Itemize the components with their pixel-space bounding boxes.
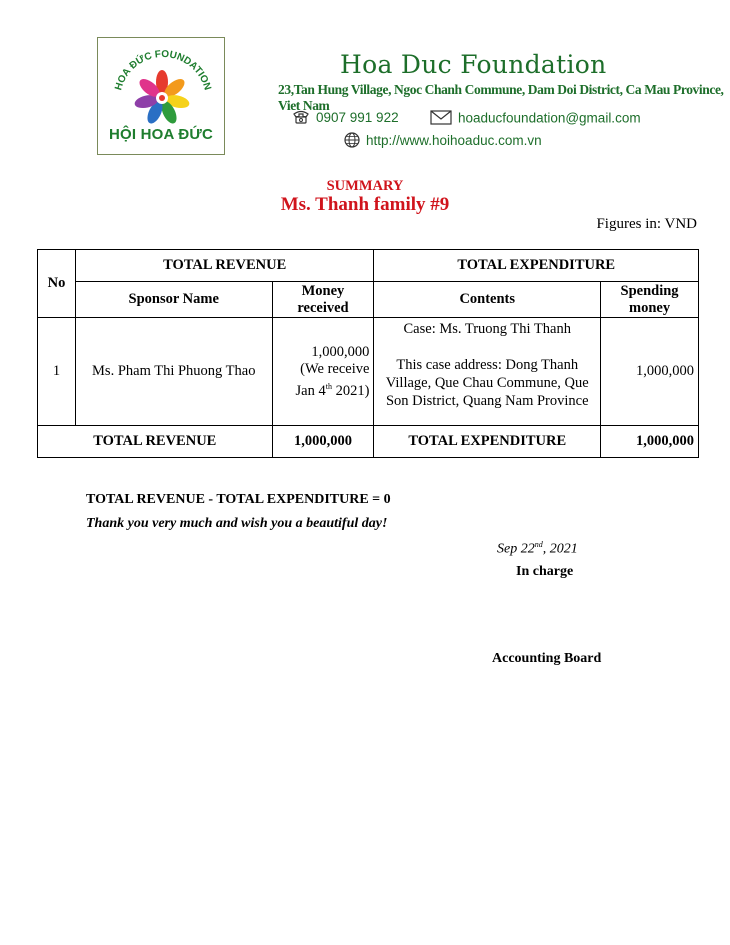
case-name: Case: Ms. Truong Thi Thanh bbox=[403, 321, 571, 337]
spending-money-value: 1,000,000 bbox=[601, 318, 699, 426]
signatory-name: Accounting Board bbox=[492, 651, 602, 666]
signature-date bbox=[497, 540, 578, 558]
date-year: , 2021 bbox=[542, 541, 578, 557]
summary-table bbox=[37, 249, 699, 458]
table-subheader-row bbox=[38, 282, 699, 318]
phone-row bbox=[292, 110, 399, 127]
phone-number: 0907 991 922 bbox=[316, 110, 399, 126]
telephone-icon bbox=[292, 110, 310, 127]
table-row bbox=[38, 318, 699, 426]
total-revenue-value: 1,000,000 bbox=[272, 426, 374, 458]
header-total-revenue: TOTAL REVENUE bbox=[75, 250, 373, 282]
globe-icon bbox=[344, 132, 360, 151]
total-expenditure-label: TOTAL EXPENDITURE bbox=[374, 426, 601, 458]
logo-bottom-text: HỘI HOA ĐỨC bbox=[108, 126, 214, 143]
date-prefix: Sep 22 bbox=[497, 541, 535, 557]
contents-cell bbox=[374, 318, 601, 426]
sponsor-name: Ms. Pham Thi Phuong Thao bbox=[75, 318, 272, 426]
money-received-cell bbox=[272, 318, 374, 426]
foundation-logo bbox=[97, 37, 225, 155]
total-expenditure-value: 1,000,000 bbox=[601, 426, 699, 458]
money-received-note-2 bbox=[277, 378, 370, 400]
date-suffix-sup: nd bbox=[534, 540, 543, 549]
total-revenue-label: TOTAL REVENUE bbox=[38, 426, 273, 458]
header-money-received: Money received bbox=[272, 282, 374, 318]
organization-name: Hoa Duc Foundation bbox=[340, 50, 607, 79]
envelope-icon bbox=[430, 110, 452, 128]
logo-arc-text: HOA ĐỨC FOUNDATION bbox=[113, 48, 213, 92]
table-total-row bbox=[38, 426, 699, 458]
receive-date-suffix-sup: th bbox=[325, 381, 332, 391]
case-address: This case address: Dong Thanh Village, Que Chau Commune, Que Son District, Quang Nam Province bbox=[385, 357, 589, 409]
thank-you-note: Thank you very much and wish you a beautiful day! bbox=[86, 516, 388, 531]
header-total-expenditure: TOTAL EXPENDITURE bbox=[374, 250, 699, 282]
summary-title: Ms. Thanh family #9 bbox=[280, 194, 450, 215]
summary-label: SUMMARY bbox=[326, 178, 404, 194]
money-received-amount: 1,000,000 bbox=[311, 343, 370, 360]
website-link[interactable]: http://www.hoihoaduc.com.vn bbox=[366, 133, 542, 149]
email-address[interactable]: hoaducfoundation@gmail.com bbox=[458, 110, 641, 126]
figures-unit: Figures in: VND bbox=[596, 216, 697, 232]
revenue-expenditure-difference: TOTAL REVENUE - TOTAL EXPENDITURE = 0 bbox=[86, 492, 391, 507]
receive-date-year: 2021) bbox=[331, 382, 370, 399]
header-contents: Contents bbox=[374, 282, 601, 318]
organization-address: 23,Tan Hung Village, Ngoc Chanh Commune, Dam Doi District, Ca Mau Province, Viet Nam bbox=[278, 82, 724, 113]
website-row bbox=[344, 132, 542, 151]
header-sponsor-name: Sponsor Name bbox=[75, 282, 272, 318]
email-row bbox=[430, 110, 641, 128]
header-spending-money: Spending money bbox=[601, 282, 699, 318]
receive-date-prefix: Jan 4 bbox=[295, 382, 326, 399]
table-header-row bbox=[38, 250, 699, 282]
in-charge-label: In charge bbox=[516, 564, 574, 579]
header-no: No bbox=[38, 250, 76, 318]
row-number: 1 bbox=[38, 318, 76, 426]
money-received-note-1: (We receive bbox=[300, 360, 370, 377]
flower-icon bbox=[133, 70, 190, 126]
